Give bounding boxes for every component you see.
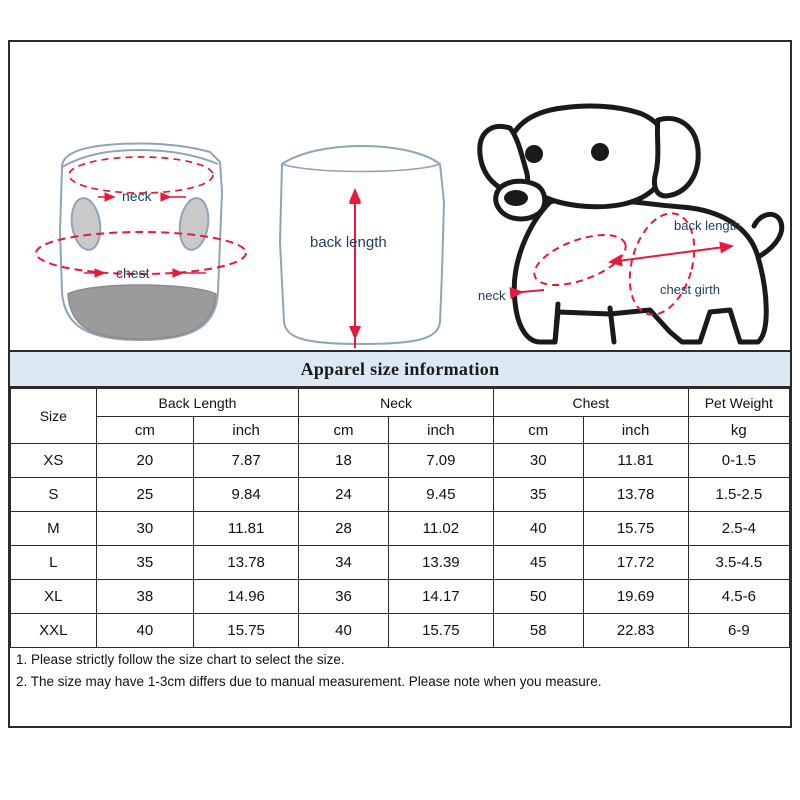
header-back-length: Back Length	[96, 389, 299, 417]
table-group-header-row	[11, 389, 790, 417]
cell-chest-inch: 17.72	[583, 546, 688, 580]
illustration-area	[10, 42, 790, 352]
cell-back-inch: 9.84	[194, 478, 299, 512]
cell-size: XXL	[11, 614, 97, 648]
cell-weight: 0-1.5	[688, 444, 789, 478]
cell-size: M	[11, 512, 97, 546]
cell-neck-inch: 11.02	[388, 512, 493, 546]
cell-chest-inch: 11.81	[583, 444, 688, 478]
header-size: Size	[11, 389, 97, 444]
cell-back-inch: 13.78	[194, 546, 299, 580]
cell-weight: 2.5-4	[688, 512, 789, 546]
table-title: Apparel size information	[300, 358, 500, 379]
table-title-bar	[10, 352, 790, 388]
header-back-length-cm: cm	[96, 417, 193, 444]
cell-chest-cm: 35	[493, 478, 583, 512]
cell-chest-cm: 50	[493, 580, 583, 614]
cell-back-cm: 30	[96, 512, 193, 546]
notes-section	[10, 648, 790, 691]
cell-back-cm: 38	[96, 580, 193, 614]
table-row	[11, 614, 790, 648]
cell-chest-cm: 30	[493, 444, 583, 478]
cell-chest-cm: 40	[493, 512, 583, 546]
cell-weight: 4.5-6	[688, 580, 789, 614]
table-row	[11, 580, 790, 614]
header-pet-weight: Pet Weight	[688, 389, 789, 417]
note-2: 2. The size may have 1-3cm differs due to manual measurement. Please note when you measure.	[16, 674, 602, 690]
neck-label: neck	[122, 188, 152, 204]
cell-neck-inch: 14.17	[388, 580, 493, 614]
cell-back-inch: 14.96	[194, 580, 299, 614]
header-chest-cm: cm	[493, 417, 583, 444]
cell-back-cm: 35	[96, 546, 193, 580]
cell-chest-inch: 13.78	[583, 478, 688, 512]
cell-weight: 1.5-2.5	[688, 478, 789, 512]
back-length-label: back length	[310, 234, 387, 251]
cell-size: XS	[11, 444, 97, 478]
cell-neck-inch: 13.39	[388, 546, 493, 580]
cell-chest-cm: 58	[493, 614, 583, 648]
cell-chest-cm: 45	[493, 546, 583, 580]
cell-size: XL	[11, 580, 97, 614]
cell-back-inch: 15.75	[194, 614, 299, 648]
cell-neck-inch: 7.09	[388, 444, 493, 478]
cell-back-cm: 40	[96, 614, 193, 648]
size-table	[10, 388, 790, 648]
cell-neck-cm: 28	[299, 512, 389, 546]
cell-neck-cm: 36	[299, 580, 389, 614]
cell-back-cm: 20	[96, 444, 193, 478]
cell-back-cm: 25	[96, 478, 193, 512]
illustration-svg	[10, 42, 790, 348]
table-row	[11, 546, 790, 580]
cell-weight: 3.5-4.5	[688, 546, 789, 580]
header-chest-inch: inch	[583, 417, 688, 444]
cell-weight: 6-9	[688, 614, 789, 648]
dog-neck-label: neck	[478, 288, 506, 303]
cell-size: S	[11, 478, 97, 512]
cell-neck-inch: 15.75	[388, 614, 493, 648]
cell-chest-inch: 22.83	[583, 614, 688, 648]
cell-neck-cm: 40	[299, 614, 389, 648]
header-weight-kg: kg	[688, 417, 789, 444]
cell-neck-cm: 24	[299, 478, 389, 512]
cell-chest-inch: 15.75	[583, 512, 688, 546]
table-row	[11, 512, 790, 546]
cell-back-inch: 11.81	[194, 512, 299, 546]
garment-back-illustration	[280, 146, 444, 348]
cell-back-inch: 7.87	[194, 444, 299, 478]
header-neck-inch: inch	[388, 417, 493, 444]
garment-front-illustration	[36, 143, 246, 340]
cell-neck-inch: 9.45	[388, 478, 493, 512]
header-back-length-inch: inch	[194, 417, 299, 444]
dog-back-length-label: back length	[674, 218, 741, 233]
header-chest: Chest	[493, 389, 688, 417]
chart-frame	[8, 40, 792, 728]
table-row	[11, 478, 790, 512]
size-table-wrap	[10, 388, 790, 648]
chest-girth-label: chest girth	[660, 282, 720, 297]
header-neck-cm: cm	[299, 417, 389, 444]
table-unit-header-row	[11, 417, 790, 444]
cell-chest-inch: 19.69	[583, 580, 688, 614]
chest-label: chest	[116, 265, 150, 281]
cell-size: L	[11, 546, 97, 580]
table-row	[11, 444, 790, 478]
header-neck: Neck	[299, 389, 494, 417]
note-1: 1. Please strictly follow the size chart to select the size.	[16, 652, 345, 667]
cell-neck-cm: 34	[299, 546, 389, 580]
cell-neck-cm: 18	[299, 444, 389, 478]
